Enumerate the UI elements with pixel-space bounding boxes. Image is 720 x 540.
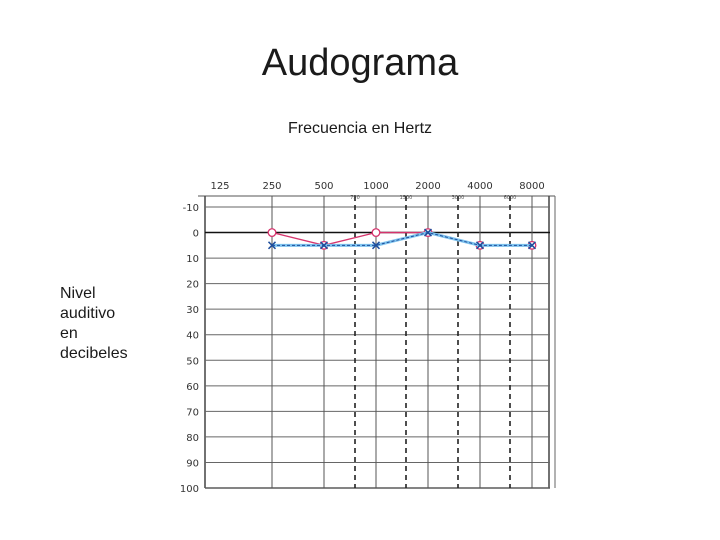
y-axis-title-line: decibeles (60, 345, 128, 362)
y-tick-label: 10 (186, 254, 199, 266)
x-tick-label: 4000 (467, 181, 493, 192)
x-minor-tick-label: 750 (350, 195, 360, 201)
page-title: Audograma (261, 42, 459, 84)
data-point-circle-marker (268, 229, 276, 237)
data-point-circle-marker (372, 229, 380, 237)
y-tick-label: 70 (186, 407, 199, 419)
x-tick-label: 250 (262, 181, 282, 192)
y-tick-label: 50 (186, 356, 199, 368)
x-minor-tick-label: 3000 (451, 195, 465, 201)
x-tick-label: 2000 (415, 181, 441, 192)
x-axis-title: Frecuencia en Hertz (287, 120, 433, 137)
y-tick-label: 100 (179, 484, 199, 495)
y-axis-title-line: auditivo (60, 305, 116, 322)
x-minor-tick-label: 1500 (399, 195, 413, 201)
y-tick-label: 30 (186, 305, 199, 317)
y-axis-title-line: en (60, 325, 78, 342)
y-tick-label: 40 (186, 330, 199, 342)
y-tick-label: -10 (182, 203, 199, 214)
y-tick-label: 60 (186, 381, 199, 393)
series-line (272, 233, 532, 246)
x-tick-label: 1000 (363, 181, 389, 192)
x-minor-tick-label: 6000 (503, 195, 517, 201)
y-tick-label: 80 (186, 432, 199, 444)
y-axis-title-line: Nivel (60, 285, 96, 302)
x-tick-label: 125 (210, 181, 230, 192)
x-tick-label: 8000 (519, 181, 545, 192)
y-tick-label: 0 (192, 228, 199, 240)
x-tick-label: 500 (314, 181, 334, 192)
y-tick-label: 90 (186, 458, 199, 470)
y-tick-label: 20 (186, 279, 199, 291)
